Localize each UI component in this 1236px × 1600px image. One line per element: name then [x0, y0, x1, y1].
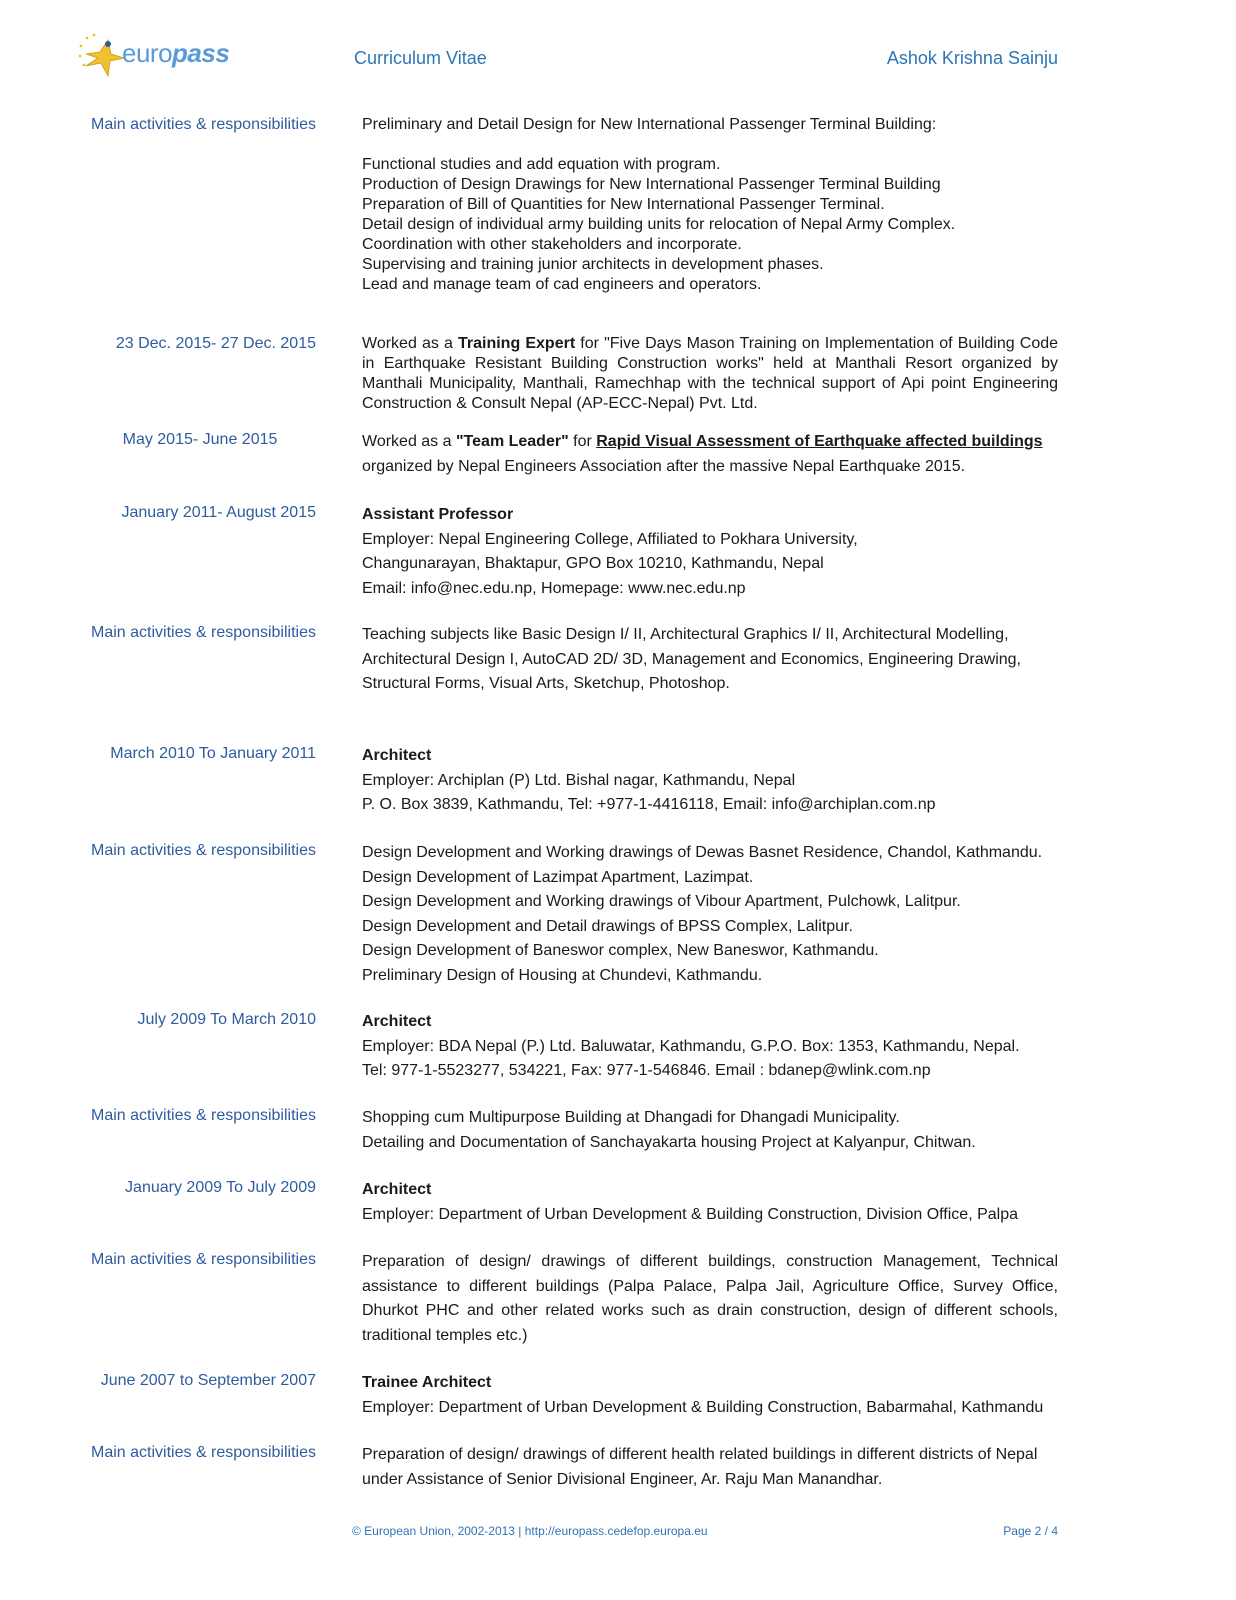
- entry-content: [362, 744, 1058, 818]
- entry-line: Tel: 977-1-5523277, 534221, Fax: 977-1-546846. Email : bdanep@wlink.com.np: [362, 1062, 931, 1079]
- entry-line: Employer: Nepal Engineering College, Affiliated to Pokhara University,: [362, 530, 858, 548]
- entry-line: Preparation of Bill of Quantities for New International Passenger Terminal.: [362, 196, 885, 213]
- entry-line: Detailing and Documentation of Sanchayakarta housing Project at Kalyanpur, Chitwan.: [362, 1133, 976, 1151]
- entry-line: Design Development and Detail drawings of BPSS Complex, Lalitpur.: [362, 917, 853, 935]
- europass-logo: [78, 32, 248, 82]
- entry-title: Assistant Professor: [362, 506, 514, 523]
- entry-label: July 2009 To March 2010: [137, 1011, 316, 1028]
- entry-line: Detail design of individual army building units for relocation of Nepal Army Complex.: [362, 216, 956, 233]
- entry-line: Structural Forms, Visual Arts, Sketchup, Photoshop.: [362, 675, 730, 692]
- page-header: [0, 0, 1236, 100]
- entry-content: [362, 430, 1058, 479]
- entry-label: Main activities & responsibilities: [91, 842, 316, 859]
- entry-line: Employer: BDA Nepal (P.) Ltd. Baluwatar, Kathmandu, G.P.O. Box: 1353, Kathmandu, Nepal.: [362, 1037, 1020, 1055]
- entry-line: Teaching subjects like Basic Design I/ II, Architectural Graphics I/ II, Architectural Modelling,: [362, 626, 1009, 643]
- entry-content: [362, 1250, 1058, 1348]
- entry-line: Design Development of Baneswor complex, New Baneswor, Kathmandu.: [362, 942, 879, 959]
- entry-title: Trainee Architect: [362, 1374, 492, 1391]
- entry-content: [362, 1106, 1058, 1155]
- entry-line: Design Development and Working drawings of Dewas Basnet Residence, Chandol, Kathmandu.: [362, 844, 1043, 861]
- entry-line: Changunarayan, Bhaktapur, GPO Box 10210, Kathmandu, Nepal: [362, 555, 824, 572]
- entry-content: [362, 1010, 1058, 1084]
- entry-content: [362, 1178, 1058, 1227]
- entry-label: January 2011- August 2015: [121, 504, 316, 521]
- entry-line: Functional studies and add equation with program.: [362, 156, 721, 173]
- entry-label: 23 Dec. 2015- 27 Dec. 2015: [115, 335, 316, 352]
- entry-project: Rapid Visual Assessment of Earthquake affected buildings: [596, 433, 1043, 450]
- entry-line: Email: info@nec.edu.np, Homepage: www.nec.edu.np: [362, 579, 746, 597]
- entry-title: Architect: [362, 1181, 432, 1198]
- entry-content: [362, 1371, 1058, 1420]
- entry-content: [362, 115, 1058, 295]
- entry-line: Employer: Archiplan (P) Ltd. Bishal nagar, Kathmandu, Nepal: [362, 771, 796, 789]
- entry-line: Supervising and training junior architects in development phases.: [362, 256, 824, 273]
- copyright-link[interactable]: © European Union, 2002-2013 | http://europass.cedefop.europa.eu: [352, 1524, 708, 1538]
- entry-line: under Assistance of Senior Divisional Engineer, Ar. Raju Man Manandhar.: [362, 1470, 883, 1488]
- page-number: Page 2 / 4: [1003, 1524, 1058, 1538]
- entry-line: Shopping cum Multipurpose Building at Dhangadi for Dhangadi Municipality.: [362, 1109, 900, 1126]
- entry-content: [362, 1443, 1058, 1492]
- europass-star-figure-icon: [78, 32, 128, 82]
- entry-line: Lead and manage team of cad engineers and operators.: [362, 276, 762, 293]
- entry-label: June 2007 to September 2007: [100, 1372, 316, 1389]
- europass-logo-text: europass: [122, 38, 230, 68]
- entry-paragraph: Preparation of design/ drawings of different buildings, construction Management, Technical assistance to different buildings (Palpa Palace, Palpa Jail, Agriculture Office, Survey Office, Dhurkot PHC and other related works such as drain construction, design of different schools, traditional temples etc.): [362, 1253, 1058, 1344]
- entry-line: Coordination with other stakeholders and incorporate.: [362, 236, 742, 253]
- entry-label: Main activities & responsibilities: [91, 1107, 316, 1124]
- entry-label: January 2009 To July 2009: [125, 1179, 316, 1196]
- entry-role: Training Expert: [458, 335, 576, 352]
- entry-line: Production of Design Drawings for New International Passenger Terminal Building: [362, 176, 941, 193]
- entry-content: [362, 334, 1058, 414]
- candidate-name: Ashok Krishna Sainju: [886, 48, 1058, 68]
- entry-line: Preparation of design/ drawings of different health related buildings in different districts of Nepal: [362, 1446, 1038, 1463]
- entry-title: Architect: [362, 747, 432, 764]
- entry-line: Preliminary and Detail Design for New International Passenger Terminal Building:: [362, 116, 937, 133]
- entry-label: Main activities & responsibilities: [91, 1251, 316, 1268]
- entry-line: [362, 135, 1058, 155]
- entry-line: Design Development and Working drawings of Vibour Apartment, Pulchowk, Lalitpur.: [362, 893, 961, 910]
- entry-label: March 2010 To January 2011: [110, 745, 316, 762]
- entry-line: Employer: Department of Urban Development & Building Construction, Babarmahal, Kathmandu: [362, 1398, 1044, 1416]
- entry-content: [362, 503, 1058, 601]
- document-title: Curriculum Vitae: [354, 48, 487, 68]
- entry-line: organized by Nepal Engineers Association after the massive Nepal Earthquake 2015.: [362, 457, 966, 475]
- entry-title: Architect: [362, 1013, 432, 1030]
- entry-role: "Team Leader": [455, 433, 569, 450]
- entry-label: Main activities & responsibilities: [91, 1444, 316, 1461]
- entry-label: Main activities & responsibilities: [91, 624, 316, 641]
- entry-line: Architectural Design I, AutoCAD 2D/ 3D, Management and Economics, Engineering Drawing,: [362, 650, 1021, 668]
- entry-content: [362, 623, 1058, 697]
- entry-paragraph: Worked as a Training Expert for "Five Days Mason Training on Implementation of Building Code in Earthquake Resistant Building Construction works" held at Manthali Resort organized by Manthali Municipality, Manthali, Ramechhap with the technical support of Api point Engineering Construction & Consult Nepal (AP-ECC-Nepal) Pvt. Ltd.: [362, 335, 1059, 412]
- entry-label: Main activities & responsibilities: [91, 116, 316, 133]
- entry-line: Worked as a "Team Leader" for Rapid Visual Assessment of Earthquake affected buildings: [362, 433, 1043, 450]
- entry-content: [362, 841, 1058, 988]
- entry-line: P. O. Box 3839, Kathmandu, Tel: +977-1-4416118, Email: info@archiplan.com.np: [362, 796, 936, 813]
- entry-line: Preliminary Design of Housing at Chundevi, Kathmandu.: [362, 966, 763, 984]
- entry-label: May 2015- June 2015: [122, 431, 278, 448]
- entry-line: Design Development of Lazimpat Apartment, Lazimpat.: [362, 868, 754, 886]
- entry-line: Employer: Department of Urban Development & Building Construction, Division Office, Palpa: [362, 1205, 1019, 1223]
